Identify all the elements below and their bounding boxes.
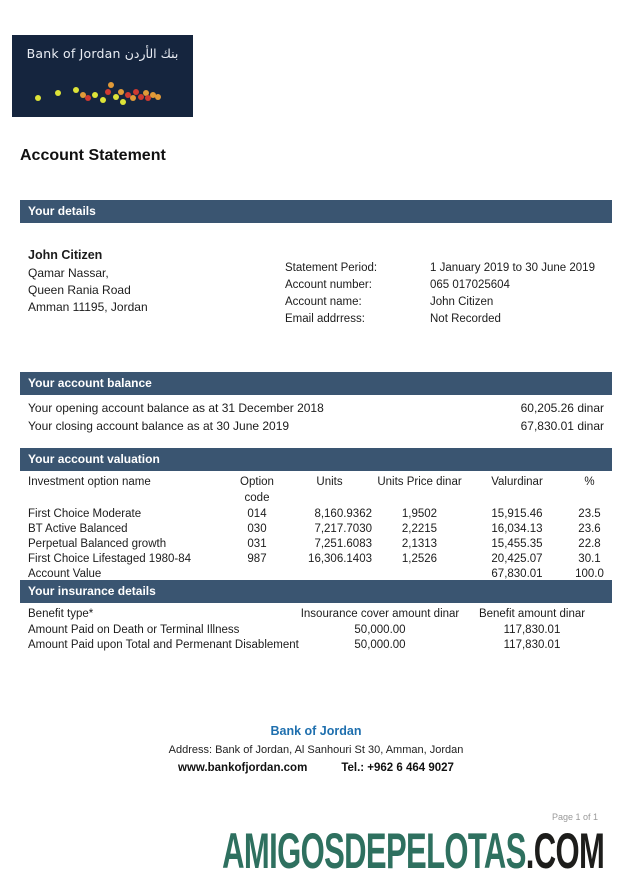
details-field-row <box>285 260 595 277</box>
table-cell: 7,251.6083 <box>314 538 372 550</box>
bank-logo-name: Bank of Jordan بنك الأردن <box>26 46 179 61</box>
watermark-site-name: AMIGOSDEPELOTAS <box>221 823 526 879</box>
bank-logo-dots-pattern <box>12 35 193 117</box>
table-cell: 117,830.01 <box>503 624 561 636</box>
table-cell: 16,034.13 <box>491 523 543 535</box>
logo-dot <box>108 82 114 88</box>
logo-dot <box>92 92 98 98</box>
table-cell: 16,306.1403 <box>308 553 372 565</box>
table-row <box>28 507 612 522</box>
table-row <box>28 522 612 537</box>
address-line: Queen Rania Road <box>28 283 131 297</box>
table-row <box>28 638 612 653</box>
details-body <box>20 223 612 328</box>
footer-phone: Tel.: +962 6 464 9027 <box>341 762 454 774</box>
table-cell: BT Active Balanced <box>28 523 128 535</box>
table-cell: 30.1 <box>578 553 601 565</box>
insurance-header-row <box>28 606 612 622</box>
section-your-details <box>20 200 612 328</box>
table-cell: Amount Paid upon Total and Permenant Disablement <box>28 639 299 651</box>
balance-row <box>28 399 604 417</box>
bank-logo <box>12 35 193 117</box>
table-cell: Account Value <box>28 568 102 580</box>
column-header: Units Price dinar <box>377 476 462 488</box>
section-header-insurance-details: Your insurance details <box>20 580 612 603</box>
table-cell: 2,1313 <box>401 538 438 550</box>
watermark-site-tld: .COM <box>525 823 604 879</box>
balance-amount: 67,830.01 dinar <box>520 419 604 433</box>
page-title: Account Statement <box>20 147 166 164</box>
table-cell: 15,915.46 <box>491 508 543 520</box>
valuation-header-row <box>28 474 612 506</box>
column-header: % <box>584 476 595 488</box>
balance-label: Your opening account balance as at 31 December 2018 <box>28 401 324 415</box>
customer-name: John Citizen <box>28 248 103 262</box>
table-cell: 014 <box>247 508 267 520</box>
table-cell: 67,830.01 <box>491 568 543 580</box>
table-cell: 117,830.01 <box>503 639 561 651</box>
footer-website: www.bankofjordan.com <box>178 762 308 774</box>
address-lines <box>28 265 285 316</box>
details-field-row <box>285 277 595 294</box>
footer-bank-name: Bank of Jordan <box>270 724 362 738</box>
table-cell: First Choice Lifestaged 1980-84 <box>28 553 192 565</box>
footer <box>0 722 632 777</box>
table-cell: 50,000.00 <box>354 624 406 636</box>
field-label: Account number: <box>285 279 372 291</box>
column-header: Units <box>316 476 343 488</box>
logo-dot <box>118 89 124 95</box>
table-cell: Amount Paid on Death or Terminal Illness <box>28 624 240 636</box>
section-header-account-balance: Your account balance <box>20 372 612 395</box>
section-account-balance <box>20 372 612 435</box>
column-header: Option code <box>240 476 274 504</box>
field-value: 065 017025604 <box>430 279 510 291</box>
table-cell: 2,2215 <box>401 523 438 535</box>
table-cell: 23.6 <box>578 523 601 535</box>
column-header: Investment option name <box>28 476 151 488</box>
column-header: Insourance cover amount dinar <box>300 608 460 620</box>
logo-dot <box>73 87 79 93</box>
table-cell: 8,160.9362 <box>314 508 372 520</box>
footer-contact <box>0 759 632 777</box>
balance-amount: 60,205.26 dinar <box>520 401 604 415</box>
address-line: Qamar Nassar, <box>28 266 109 280</box>
details-field-row <box>285 311 595 328</box>
page-indicator: Page 1 of 1 <box>551 812 598 822</box>
table-cell: Perpetual Balanced growth <box>28 538 167 550</box>
table-cell: 20,425.07 <box>491 553 543 565</box>
field-label: Statement Period: <box>285 262 378 274</box>
insurance-table <box>20 603 612 653</box>
customer-address-block <box>28 246 285 328</box>
logo-dot <box>35 95 41 101</box>
column-header: Valurdinar <box>491 476 543 488</box>
logo-dot <box>130 95 136 101</box>
valuation-table <box>20 471 612 582</box>
table-cell: 031 <box>247 538 267 550</box>
watermark <box>221 823 604 879</box>
table-cell: 1,9502 <box>401 508 438 520</box>
field-value: Not Recorded <box>430 313 501 325</box>
field-value: John Citizen <box>430 296 494 308</box>
table-cell: 7,217.7030 <box>314 523 372 535</box>
table-cell: 22.8 <box>578 538 601 550</box>
table-cell: 50,000.00 <box>354 639 406 651</box>
column-header: Benefit type* <box>28 608 94 620</box>
table-row <box>28 537 612 552</box>
logo-dot <box>85 95 91 101</box>
footer-address: Address: Bank of Jordan, Al Sanhouri St 30, Amman, Jordan <box>168 744 464 756</box>
logo-dot <box>113 94 119 100</box>
details-fields <box>285 260 595 328</box>
table-cell: 030 <box>247 523 267 535</box>
field-label: Account name: <box>285 296 362 308</box>
table-row <box>28 623 612 638</box>
table-cell: 987 <box>247 553 267 565</box>
logo-dot <box>120 99 126 105</box>
section-account-valuation <box>20 448 612 582</box>
logo-dot <box>105 89 111 95</box>
logo-dot <box>100 97 106 103</box>
logo-dot <box>55 90 61 96</box>
field-value: 1 January 2019 to 30 June 2019 <box>430 262 595 274</box>
section-insurance-details <box>20 580 612 653</box>
table-cell: First Choice Moderate <box>28 508 142 520</box>
logo-dot <box>155 94 161 100</box>
table-row <box>28 552 612 567</box>
table-cell: 100.0 <box>575 568 604 580</box>
balance-rows <box>20 395 612 435</box>
table-cell: 23.5 <box>578 508 601 520</box>
column-header: Benefit amount dinar <box>478 608 586 620</box>
table-cell: 15,455.35 <box>491 538 543 550</box>
address-line: Amman 11195, Jordan <box>28 300 148 314</box>
balance-label: Your closing account balance as at 30 June 2019 <box>28 419 290 433</box>
field-label: Email addrress: <box>285 313 365 325</box>
section-header-your-details: Your details <box>20 200 612 223</box>
balance-row <box>28 417 604 435</box>
details-field-row <box>285 294 595 311</box>
table-cell: 1,2526 <box>401 553 438 565</box>
section-header-account-valuation: Your account valuation <box>20 448 612 471</box>
